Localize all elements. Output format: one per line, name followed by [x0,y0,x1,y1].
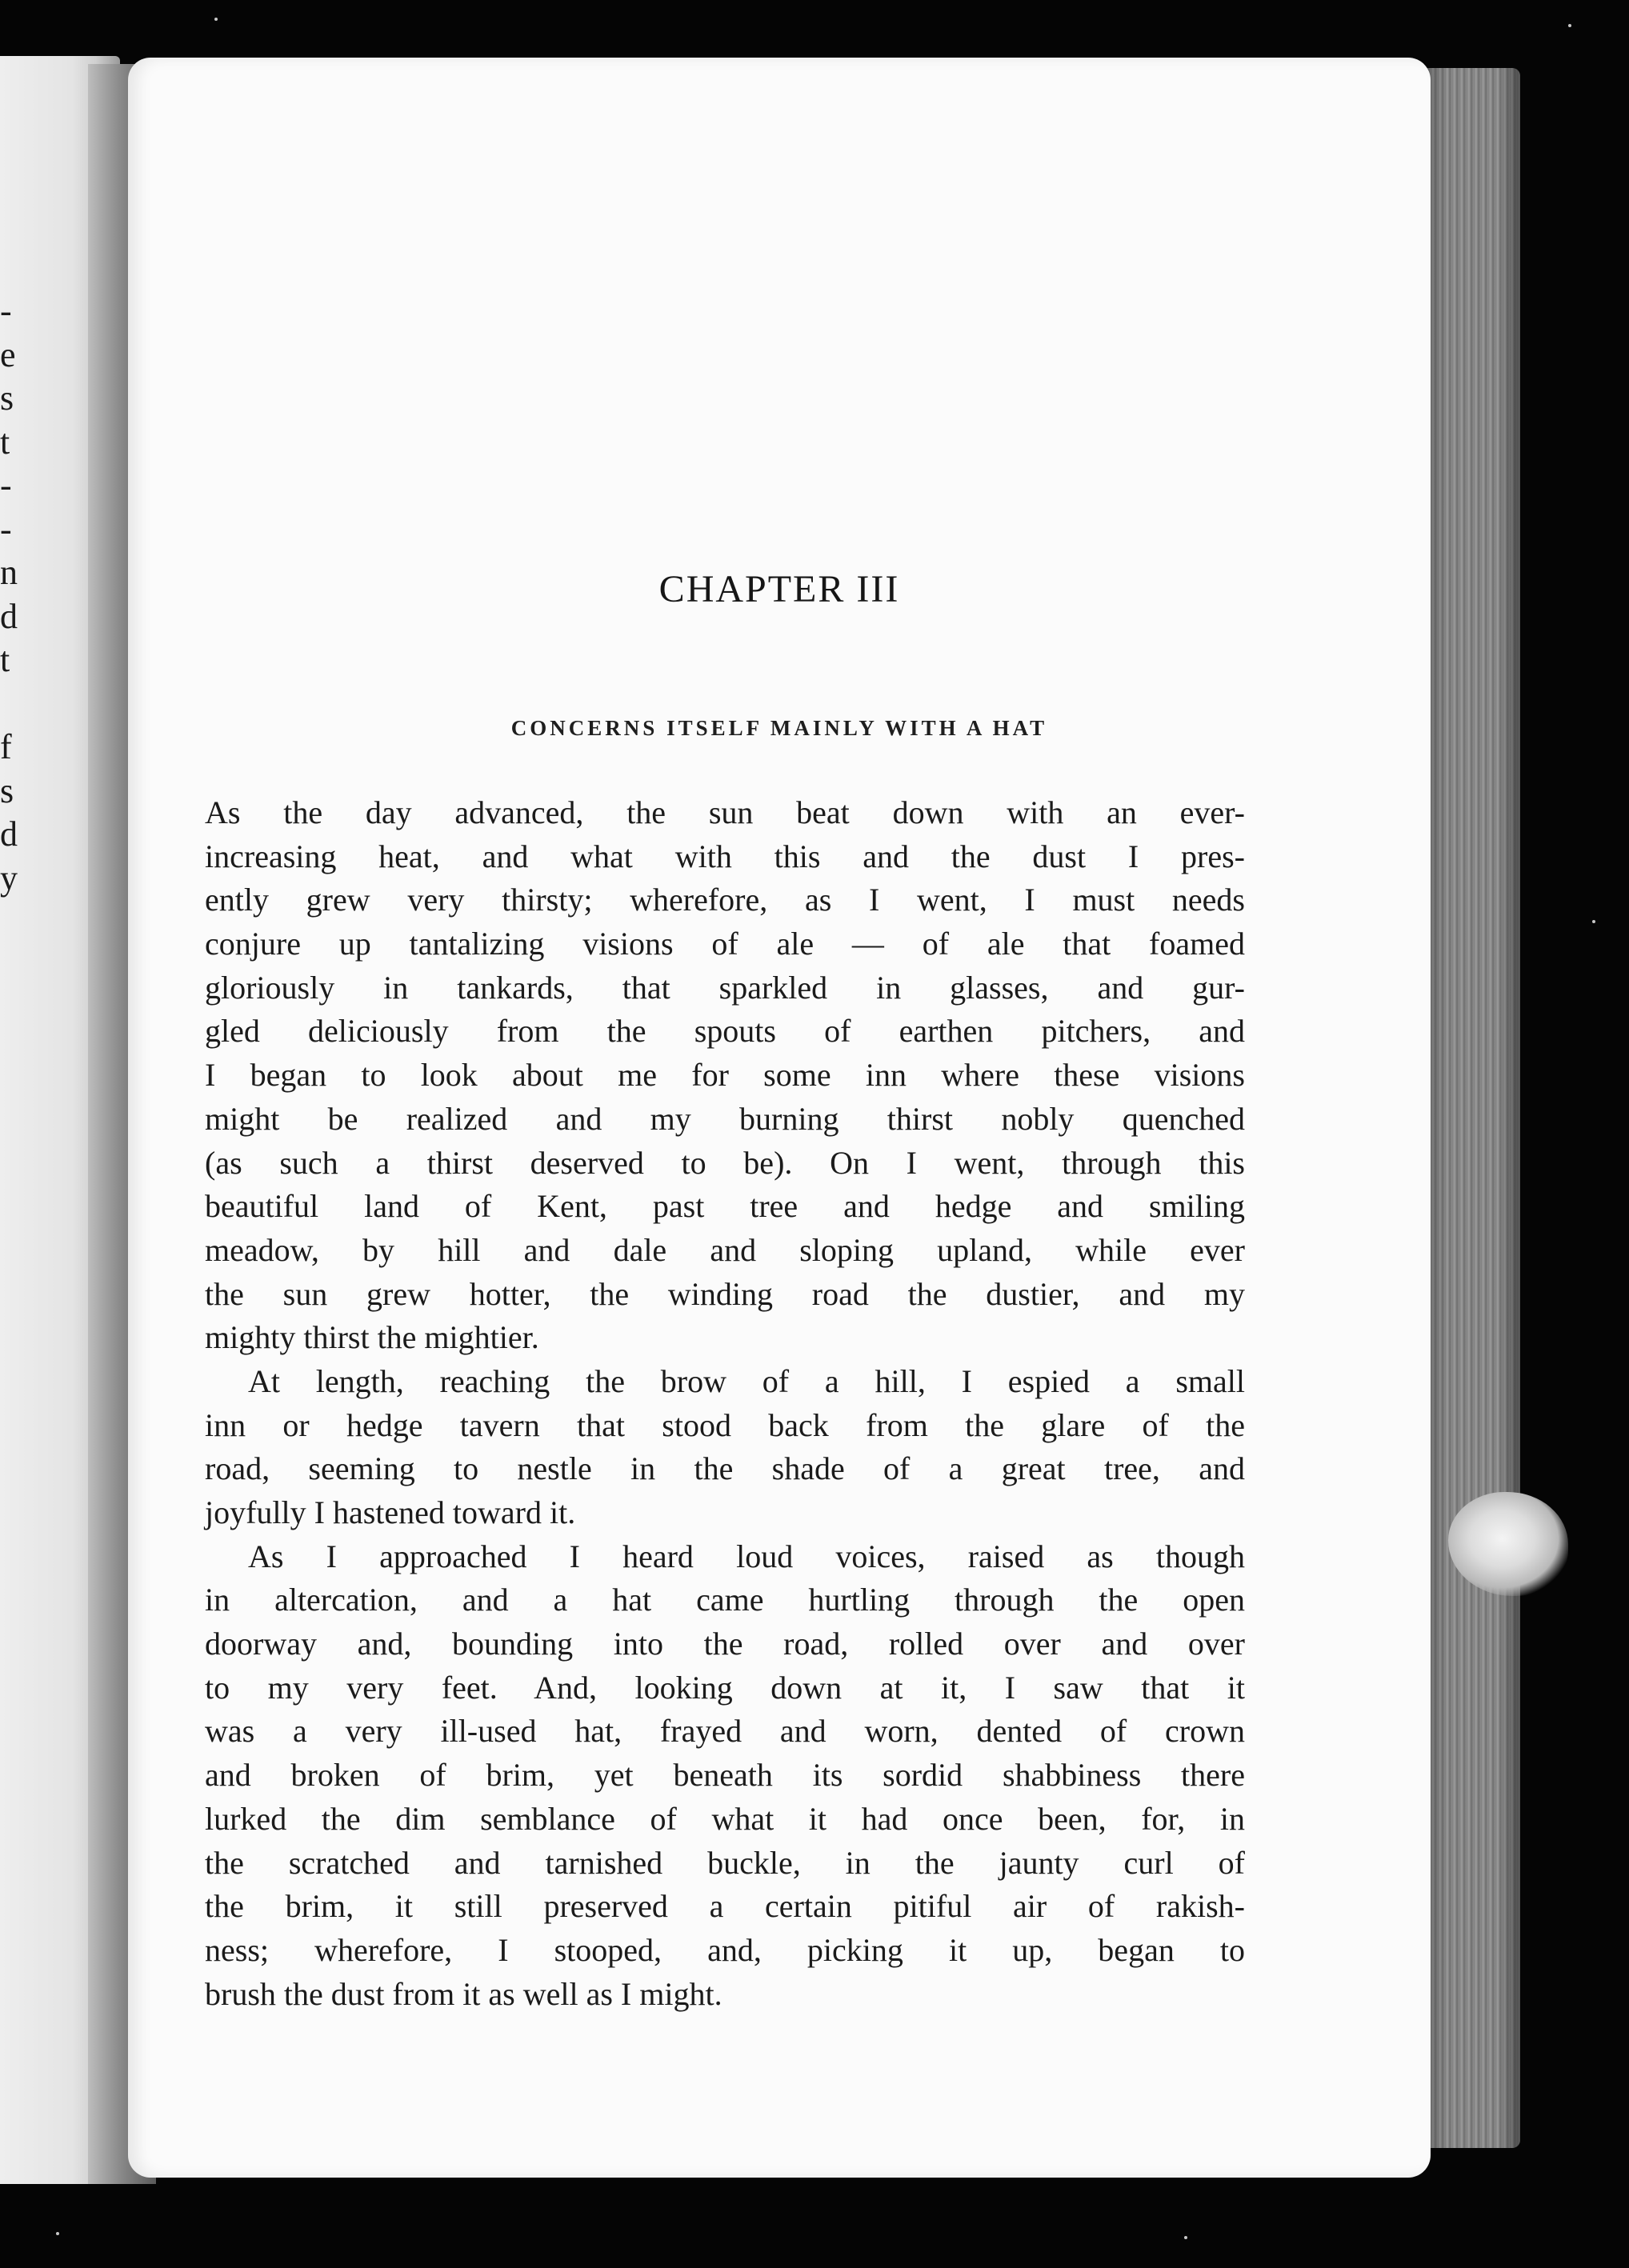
dust-speck [1184,2236,1187,2239]
text-line: gled deliciously from the spouts of earthen pitchers, and [205,1013,1245,1050]
paragraph [205,1535,1245,2017]
text-line: conjure up tantalizing visions of ale — of ale that foamed [205,926,1245,962]
text-line: meadow, by hill and dale and sloping upland, while ever [205,1231,1245,1268]
text-line: I began to look about me for some inn where these visions [205,1057,1245,1094]
previous-page-line-endings [0,290,22,900]
text-line: the scratched and tarnished buckle, in the jaunty curl of [205,1844,1245,1881]
text-line: in altercation, and a hat came hurtling through the open [205,1582,1245,1618]
previous-page-glyph: s [0,770,14,810]
chapter-body [205,791,1245,2016]
previous-page-glyph: s [0,378,14,418]
text-line: As the day advanced, the sun beat down with an ever- [205,794,1245,830]
previous-page-glyph: e [0,334,16,374]
previous-page-glyph: - [0,291,12,330]
text-line: (as such a thirst deserved to be). On I went, through this [205,1144,1245,1181]
text-line: lurked the dim semblance of what it had once been, for, in [205,1800,1245,1837]
dust-speck [56,2232,59,2235]
previous-page-glyph: f [0,727,12,766]
dust-speck [214,18,218,21]
previous-page-glyph: y [0,858,18,898]
paragraph [205,1360,1245,1535]
text-line: the sun grew hotter, the winding road the dustier, and my [205,1275,1245,1312]
text-line: the brim, it still preserved a certain pitiful air of rakish- [205,1888,1245,1925]
paragraph [205,791,1245,1360]
text-line: and broken of brim, yet beneath its sordid shabbiness there [205,1757,1245,1794]
text-line: to my very feet. And, looking down at it, I saw that it [205,1669,1245,1706]
text-line: increasing heat, and what with this and the dust I pres- [205,838,1245,874]
text-line: road, seeming to nestle in the shade of a great tree, and [205,1450,1245,1487]
text-line: ently grew very thirsty; wherefore, as I went, I must needs [205,882,1245,918]
previous-page-glyph: n [0,553,18,592]
text-line: might be realized and my burning thirst nobly quenched [205,1100,1245,1137]
book-page [128,58,1431,2178]
text-line: ness; wherefore, I stooped, and, picking it up, began to [205,1931,1245,1968]
text-line: doorway and, bounding into the road, rolled over and over [205,1626,1245,1662]
dust-speck [1592,920,1595,923]
text-line: inn or hedge tavern that stood back from the glare of the [205,1406,1245,1443]
previous-page-glyph: d [0,814,18,854]
chapter-subtitle: CONCERNS ITSELF MAINLY WITH A HAT [510,716,1048,740]
text-line: brush the dust from it as well as I might. [205,1975,722,2012]
previous-page-glyph: t [0,640,10,679]
text-line: gloriously in tankards, that sparkled in glasses, and gur- [205,969,1245,1006]
previous-page-glyph: t [0,422,10,462]
previous-page-glyph [0,682,22,726]
previous-page-glyph: - [0,509,12,549]
previous-page-glyph: d [0,596,18,636]
text-line: joyfully I hastened toward it. [205,1494,576,1530]
previous-page-glyph: - [0,466,12,505]
text-line: As I approached I heard loud voices, raised as though [248,1538,1245,1574]
book-page-edges-shade [1416,68,1520,2148]
text-line: was a very ill-used hat, frayed and worn, dented of crown [205,1713,1245,1750]
dust-speck [1568,24,1571,27]
text-line: beautiful land of Kent, past tree and hedge and smiling [205,1188,1245,1225]
text-line: At length, reaching the brow of a hill, I espied a small [248,1362,1245,1399]
chapter-title: CHAPTER III [658,568,900,610]
text-line: mighty thirst the mightier. [205,1319,539,1356]
